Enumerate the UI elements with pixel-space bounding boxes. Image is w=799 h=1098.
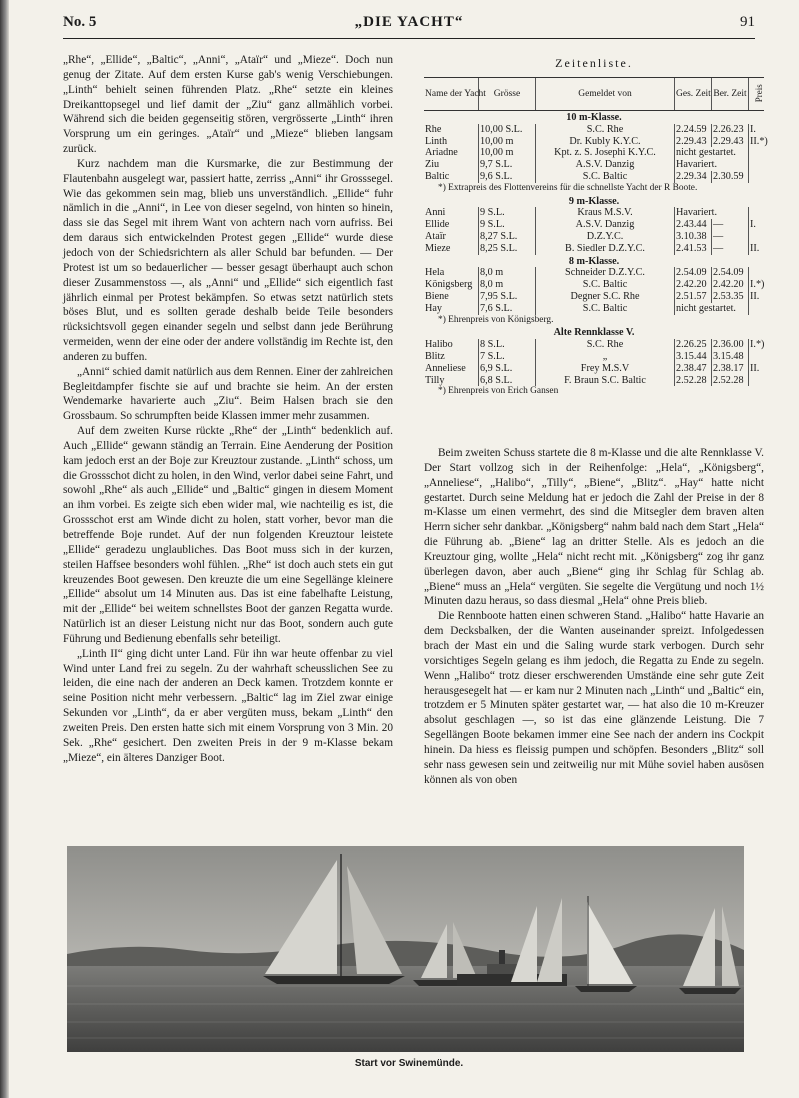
col-header-gemeldet: Gemeldet von: [536, 78, 675, 111]
section-heading-row: [424, 326, 764, 339]
cell-groesse: 10,00 m: [479, 136, 536, 148]
cell-name: Hay: [425, 302, 442, 314]
cell-name: Ariadne: [425, 147, 458, 159]
table-row: [424, 303, 764, 315]
table-note: *) Ehrenpreis von Erich Gansen: [438, 386, 559, 397]
table-row: [424, 231, 764, 243]
issue-number: No. 5: [63, 14, 97, 30]
paragraph: Auf dem zweiten Kurse rückte „Rhe“ der „Linth“ bedenklich auf. Auch „Ellide“ gewann ständig an Terrain. Eine Aenderung der Position kam jedoch erst an der Boje zur Kreuztour zustande. „Linth“ schoss, um die Grossschot dicht zu holen, in den Wind, verlor dabei seine Fahrt, und sowohl „Rhe“ als auch „Ellide“ und „Baltic“ gingen in diesem Moment an ihm vorbei. Es zeigte sich eben wider mal, wie nachteilig es ist, die Grossschot erst am Winde dicht zu holen, statt vorher, bevor man die betreffende Boje rundet. Auf der nun folgenden Kreuztour leistete „Ellide“ geradezu unglaubliches. Das Boot muss sich in der kurzen, steilen Haffsee besonders wohl fühlen. „Rhe“ ist doch auch stets ein gut kreuzendes Boot gewesen. Den kreuzte die um eine Segellänge kleinere „Ellide“ absolut um 14 Minuten aus. Das ist eine fabelhafte Leistung, mit der „Ellide“ bei weitem schnellstes Boot der ganzen Regatta wurde. Natürlich ist an dieser Leistung nicht nur das Boot, sondern auch gute Führung und Bedienung ebenfalls sehr beteiligt.: [63, 425, 393, 645]
table-row: [424, 339, 764, 351]
table-header-row: [424, 78, 764, 111]
table-row: [424, 219, 764, 231]
section-heading: Alte Rennklasse V.: [553, 327, 635, 339]
cell-name: Halibo: [425, 339, 453, 351]
cell-preis: II.: [749, 363, 765, 375]
cell-preis: I.: [749, 219, 765, 231]
journal-title: „DIE YACHT“: [354, 14, 464, 30]
table-row: [424, 171, 764, 183]
paragraph: Beim zweiten Schuss startete die 8 m-Klasse und die alte Rennklasse V. Der Start vollzog sich in der Reihenfolge: „Hela“, „Königsberg“, „Anneliese“, „Halibo“, „Tilly“, „Biene“, „Blitz“. „Hay“ hatte nicht gestartet. Durch seine Meldung hat er jedoch die Zahl der Preise in der 8 m-Klasse um einen vermehrt, des sind die Mitsegler dem braven alten Herrn sicher sehr dankbar. „Königsberg“ nahm bald nach dem Start „Hela“ die Führung ab. „Biene“ lag an dritter Stelle. Als es jedoch an die Kreuztour ging, wollte „Hela“ nicht recht mit. „Königsberg“ zog ihr ganz überlegen davon, aber auch „Biene“ ging ihr Schlag für Schlag ab. „Biene“ muss an „Hela“ vergüten. Sie segelte die Vergütung und noch 1½ Minuten dazu heraus, so dass diesmal „Hela“ ohne Preis blieb.: [424, 447, 764, 608]
cell-preis: [749, 171, 765, 183]
cell-groesse: 10,00 m: [479, 147, 536, 159]
cell-ges-zeit: 3.10.38: [675, 231, 712, 243]
cell-preis: [749, 231, 765, 243]
cell-ges-zeit: 2.29.43: [675, 136, 712, 148]
page-header: [63, 14, 755, 34]
cell-groesse: 8,0 m: [479, 267, 536, 279]
cell-gemeldet: B. Siedler D.Z.Y.C.: [536, 243, 675, 255]
cell-gemeldet: S.C. Baltic: [536, 303, 675, 315]
cell-gemeldet: Kpt. z. S. Josephi K.Y.C.: [536, 147, 675, 159]
cell-name: Baltic: [425, 170, 450, 182]
cell-groesse: 9 S.L.: [479, 207, 536, 219]
right-column: [424, 446, 764, 787]
table-row: [424, 147, 764, 159]
cell-ges-zeit: 2.24.59: [675, 124, 712, 136]
table-row: [424, 363, 764, 375]
cell-name: Ziu: [425, 159, 440, 171]
cell-ges-zeit: 2.42.20: [675, 279, 712, 291]
table-row: [424, 124, 764, 136]
cell-preis: [749, 267, 765, 279]
section-heading-row: [424, 255, 764, 268]
cell-ber-zeit: 2.53.35: [712, 291, 749, 303]
cell-ges-zeit: 2.41.53: [675, 243, 712, 255]
paragraph: „Anni“ schied damit natürlich aus dem Rennen. Einer der zahlreichen Begleitdampfer fischte sie auf und brachte sie heim. An der ersten Wendemarke havarierte auch „Ziu“. Beim Halsen brach sie den Grossbaum. So schrumpften beide Klassen immer mehr zusammen.: [63, 365, 393, 423]
cell-groesse: 6,9 S.L.: [479, 363, 536, 375]
cell-gemeldet: D.Z.Y.C.: [536, 231, 675, 243]
cell-preis: I.: [749, 124, 765, 136]
cell-gemeldet: S.C. Baltic: [536, 171, 675, 183]
cell-ber-zeit: 3.15.48: [712, 351, 749, 363]
cell-name: Linth: [425, 135, 448, 147]
table-note-row: [424, 315, 764, 327]
table-note: *) Extrapreis des Flottenvereins für die schnellste Yacht der R Boote.: [438, 182, 698, 193]
cell-gemeldet: Kraus M.S.V.: [536, 207, 675, 219]
cell-ges-zeit: Havariert.: [675, 207, 749, 219]
cell-preis: II.: [749, 243, 765, 255]
cell-preis: [749, 207, 765, 219]
paragraph: Kurz nachdem man die Kursmarke, die zur Bestimmung der Flautenbahn ausgelegt war, passiert hatte, zerriss „Anni“ ihr Grosssegel. Wie das gekommen sein mag, blieb uns unverständlich. „Ellide“ fuhr nämlich in die „Anni“, in Lee von dieser segelnd, von hinten so hinein, dass sie das Segel mit ihrem Want von achtern nach vorn aufriss. Bei dem daraus sich entwickelnden Protest gegen „Ellide“ wurde diese jedoch von der Schiedsrichtern als aller Schuld bar befunden. — Der Protest ist um so bedauerlicher — besser gesagt überhaupt auch schon dieser Zusammenstoss —, als „Anni“ und „Ellide“ sich eigentlich fast jährlich einmal per Protest bekämpfen. So etwas setzt natürlich stets böses Blut, und es sollten gerade deshalb beide Teile besonders rücksichtsvoll gegen einander segeln und selbst dann jede Berührung vermeiden, wenn der eine oder der andere vollständig im Rechte ist, den anderen zu buffen.: [63, 157, 393, 363]
regatta-photo: [67, 846, 744, 1052]
cell-gemeldet: F. Braun S.C. Baltic: [536, 375, 675, 387]
col-header-ber: Ber. Zeit: [712, 78, 749, 111]
cell-ges-zeit: 2.29.34: [675, 171, 712, 183]
header-rule: [63, 38, 755, 39]
cell-ber-zeit: 2.52.28: [712, 375, 749, 387]
cell-ges-zeit: nicht gestartet.: [675, 303, 749, 315]
table-row: [424, 267, 764, 279]
cell-ges-zeit: 2.52.28: [675, 375, 712, 387]
section-heading-row: [424, 111, 764, 124]
cell-gemeldet: Frey M.S.V: [536, 363, 675, 375]
cell-gemeldet: A.S.V. Danzig: [536, 219, 675, 231]
cell-ges-zeit: 2.54.09: [675, 267, 712, 279]
cell-name: Anneliese: [425, 362, 466, 374]
left-column: [63, 53, 393, 766]
table-note-row: [424, 386, 764, 398]
cell-groesse: 10,00 S.L.: [479, 124, 536, 136]
cell-ges-zeit: 2.26.25: [675, 339, 712, 351]
book-spine: [0, 0, 9, 1098]
cell-groesse: 8 S.L.: [479, 339, 536, 351]
cell-name: Tilly: [425, 374, 445, 386]
col-header-ges: Ges. Zeit: [675, 78, 712, 111]
cell-gemeldet: Dr. Kubly K.Y.C.: [536, 136, 675, 148]
cell-name: Ellide: [425, 219, 450, 231]
cell-ges-zeit: 2.51.57: [675, 291, 712, 303]
zeitenliste-title: Zeitenliste.: [555, 56, 633, 70]
cell-preis: [749, 351, 765, 363]
cell-groesse: 9 S.L.: [479, 219, 536, 231]
table-row: [424, 375, 764, 387]
cell-ges-zeit: Havariert.: [675, 159, 749, 171]
cell-preis: I.*): [750, 279, 765, 291]
cell-preis: [749, 375, 765, 387]
regatta-photo-image: [67, 846, 744, 1052]
cell-preis: I.*): [750, 339, 765, 351]
cell-groesse: 8,25 S.L.: [479, 243, 536, 255]
cell-ber-zeit: 2.29.43: [712, 136, 749, 148]
cell-name: Anni: [425, 207, 446, 219]
section-heading-row: [424, 195, 764, 208]
cell-ges-zeit: nicht gestartet.: [675, 147, 749, 159]
section-heading: 8 m-Klasse.: [568, 255, 620, 267]
cell-ber-zeit: —: [712, 243, 749, 255]
cell-ber-zeit: 2.54.09: [712, 267, 749, 279]
cell-gemeldet: S.C. Rhe: [536, 339, 675, 351]
cell-ber-zeit: 2.42.20: [712, 279, 749, 291]
cell-name: Hela: [425, 267, 445, 279]
cell-groesse: 6,8 S.L.: [479, 375, 536, 387]
cell-gemeldet: A.S.V. Danzig: [536, 159, 675, 171]
cell-preis: [749, 147, 765, 159]
cell-ber-zeit: 2.30.59: [712, 171, 749, 183]
table-row: [424, 243, 764, 255]
cell-gemeldet: Degner S.C. Rhe: [536, 291, 675, 303]
cell-preis: [749, 303, 765, 315]
cell-ber-zeit: 2.38.17: [712, 363, 749, 375]
cell-gemeldet: „: [536, 351, 675, 363]
cell-groesse: 8,0 m: [479, 279, 536, 291]
col-header-name: Name der Yacht: [424, 78, 479, 111]
cell-groesse: 7,95 S.L.: [479, 291, 536, 303]
cell-ges-zeit: 3.15.44: [675, 351, 712, 363]
cell-name: Königsberg: [425, 279, 473, 291]
cell-name: Blitz: [425, 350, 445, 362]
cell-name: Biene: [425, 290, 449, 302]
cell-name: Rhe: [425, 123, 442, 135]
table-row: [424, 279, 764, 291]
paragraph: „Linth II“ ging dicht unter Land. Für ihn war heute offenbar zu viel Wind unter Land frei zu segeln. Zu der wahrhaft scheusslichen See zu leiden, die eine nach der anderen an Deck kamen. Trotzdem konnte er seine Position nicht mehr verbessern. „Baltic“ lag im Ziel zwar einige Sekunden vor „Linth“, da er aber vergüten muss, bekam „Linth“ den zweiten Preis. Den ersten hatte sich mit einem Vorsprung von 3 Min. 20 Sek. „Rhe“ gesichert. Den zweiten Preis in der 9 m-Klasse bekam „Mieze“, ein älteres Danziger Boot.: [63, 647, 393, 764]
cell-ber-zeit: —: [712, 231, 749, 243]
page-number: 91: [740, 14, 755, 30]
cell-ber-zeit: 2.26.23: [712, 124, 749, 136]
table-row: [424, 136, 764, 148]
table-row: [424, 207, 764, 219]
cell-gemeldet: S.C. Rhe: [536, 124, 675, 136]
cell-ber-zeit: 2.36.00: [712, 339, 749, 351]
cell-groesse: 7 S.L.: [479, 351, 536, 363]
section-heading: 9 m-Klasse.: [568, 195, 620, 207]
cell-name: Ataïr: [425, 230, 446, 242]
cell-groesse: 8,27 S.L.: [479, 231, 536, 243]
cell-name: Mieze: [425, 242, 451, 254]
cell-ber-zeit: —: [712, 219, 749, 231]
cell-groesse: 7,6 S.L.: [479, 303, 536, 315]
cell-groesse: 9,7 S.L.: [479, 159, 536, 171]
paragraph: „Rhe“, „Ellide“, „Baltic“, „Anni“, „Ataïr“ und „Mieze“. Doch nun genug der Zitate. Auf dem ersten Kurse gab's wenig Verschiebungen. „Linth“ behielt seinen führenden Platz. „Rhe“ setzte ein kleines Dreikanttopsegel und lief damit der „Ziu“ ganz allmählich vorbei. Während sich die beiden gegenseitig stören, vergrösserte „Linth“ ihren Vorsprung um ein geringes. „Ataïr“ und „Mieze“ blieben langsam zurück.: [63, 54, 393, 156]
table-note: *) Ehrenpreis von Königsberg.: [438, 314, 554, 325]
cell-gemeldet: Schneider D.Z.Y.C.: [536, 267, 675, 279]
section-heading: 10 m-Klasse.: [566, 112, 622, 123]
cell-preis: [749, 159, 765, 171]
cell-groesse: 9,6 S.L.: [479, 171, 536, 183]
table-row: [424, 351, 764, 363]
cell-preis: II.: [749, 291, 765, 303]
table-row: [424, 291, 764, 303]
table-note-row: [424, 183, 764, 195]
zeitenliste-table: [424, 77, 768, 398]
cell-gemeldet: S.C. Baltic: [536, 279, 675, 291]
col-header-preis: Preis: [753, 84, 764, 103]
col-header-groesse: Grösse: [479, 78, 536, 111]
photo-caption: Start vor Swinemünde.: [354, 1058, 464, 1069]
cell-ges-zeit: 2.43.44: [675, 219, 712, 231]
paragraph: Die Rennboote hatten einen schweren Stand. „Halibo“ hatte Havarie an dem Decksbalken, der die Wanten auseinander spreizt. Infolgedessen brach der Mast ein und die Saling wurde stark verbogen. Durch sehr vorsichtiges Segeln gelang es ihm jedoch, die Regatta zu Ende zu segeln. Wenn „Halibo“ trotz dieser erschwerenden Umstände eine sehr gute Zeit herausgesegelt hat — er kam nur 2 Minuten nach „Linth“ und „Baltic“ ein, trotzdem er 5 Minuten später gestartet war, — hat also die 10 m-Kreuzer absolut geschlagen —, so ist das eine glänzende Leistung. Die 7 Segellängen Boote bekamen immer eine See nach der andern ins Cockpit hinein. Da hiess es fleissig pumpen und schöpfen. Besonders „Blitz“ soll sehr nass gewesen sein und zeitweilig nur mit Mühe soviel haben ausösen können als von oben: [424, 610, 764, 786]
cell-ges-zeit: 2.38.47: [675, 363, 712, 375]
table-row: [424, 159, 764, 171]
cell-preis: II.*): [750, 135, 768, 147]
